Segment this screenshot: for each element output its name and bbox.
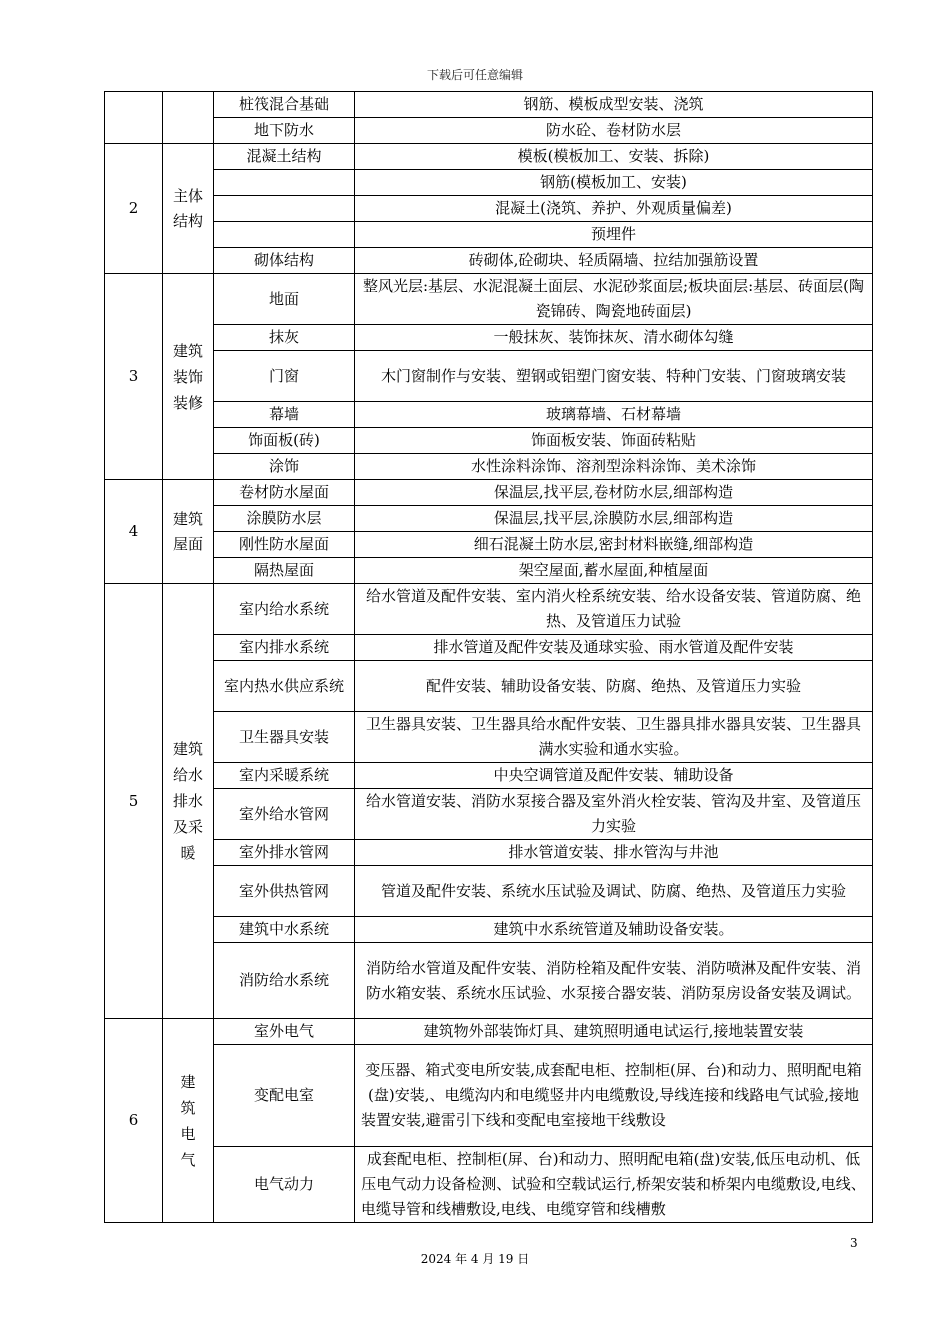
- table-row: [105, 943, 873, 1019]
- table-row: [105, 274, 873, 325]
- table-row: [105, 532, 873, 558]
- sub-item: 隔热屋面: [214, 558, 355, 584]
- sub-item: 室外排水管网: [214, 840, 355, 866]
- detail-cell: 预埋件: [355, 222, 873, 248]
- table-row: [105, 170, 873, 196]
- sub-item: [214, 196, 355, 222]
- table-row: [105, 866, 873, 917]
- section-name: 建筑给水排水及采暖: [163, 584, 214, 1019]
- detail-cell: 排水管道安装、排水管沟与井池: [355, 840, 873, 866]
- table-row: [105, 558, 873, 584]
- sub-item: [214, 170, 355, 196]
- detail-cell: 防水砼、卷材防水层: [355, 118, 873, 144]
- sub-item: 幕墙: [214, 402, 355, 428]
- section-number: 5: [105, 584, 163, 1019]
- construction-items-table: [104, 91, 873, 1223]
- sub-item: 室外供热管网: [214, 866, 355, 917]
- sub-item: 门窗: [214, 351, 355, 402]
- table-row: [105, 92, 873, 118]
- sub-item: 卫生器具安装: [214, 712, 355, 763]
- sub-item: 室内热水供应系统: [214, 661, 355, 712]
- sub-item: 消防给水系统: [214, 943, 355, 1019]
- section-number: 4: [105, 480, 163, 584]
- detail-cell: 细石混凝土防水层,密封材料嵌缝,细部构造: [355, 532, 873, 558]
- section-number: 6: [105, 1019, 163, 1223]
- detail-cell: 木门窗制作与安装、塑钢或铝塑门窗安装、特种门安装、门窗玻璃安装: [355, 351, 873, 402]
- section-name: 主体结构: [163, 144, 214, 274]
- sub-item: 涂饰: [214, 454, 355, 480]
- sub-item: 涂膜防水层: [214, 506, 355, 532]
- table-row: [105, 840, 873, 866]
- sub-item: 混凝土结构: [214, 144, 355, 170]
- section-number: 2: [105, 144, 163, 274]
- detail-cell: 整风光层:基层、水泥混凝土面层、水泥砂浆面层;板块面层:基层、砖面层(陶瓷锦砖、陶瓷地砖面层): [355, 274, 873, 325]
- table-row: [105, 506, 873, 532]
- detail-cell: 模板(模板加工、安装、拆除): [355, 144, 873, 170]
- table-row: [105, 351, 873, 402]
- detail-cell: 给水管道安装、消防水泵接合器及室外消火栓安装、管沟及井室、及管道压力实验: [355, 789, 873, 840]
- table-row: [105, 1045, 873, 1147]
- table-row: [105, 144, 873, 170]
- detail-cell: 中央空调管道及配件安装、辅助设备: [355, 763, 873, 789]
- section-number: [105, 92, 163, 144]
- sub-item: 电气动力: [214, 1147, 355, 1223]
- sub-item: 室内采暖系统: [214, 763, 355, 789]
- sub-item: 室外给水管网: [214, 789, 355, 840]
- section-name: [163, 92, 214, 144]
- detail-cell: 一般抹灰、装饰抹灰、清水砌体勾缝: [355, 325, 873, 351]
- detail-cell: 建筑物外部装饰灯具、建筑照明通电试运行,接地装置安装: [355, 1019, 873, 1045]
- detail-cell: 给水管道及配件安装、室内消火栓系统安装、给水设备安装、管道防腐、绝热、及管道压力试验: [355, 584, 873, 635]
- detail-cell: 保温层,找平层,涂膜防水层,细部构造: [355, 506, 873, 532]
- detail-cell: 砖砌体,砼砌块、轻质隔墙、拉结加强筋设置: [355, 248, 873, 274]
- sub-item: 地下防水: [214, 118, 355, 144]
- section-name: 建筑电气: [163, 1019, 214, 1223]
- detail-cell: 饰面板安装、饰面砖粘贴: [355, 428, 873, 454]
- detail-cell: 水性涂料涂饰、溶剂型涂料涂饰、美术涂饰: [355, 454, 873, 480]
- footer-date: 2024 年 4 月 19 日: [420, 1252, 530, 1266]
- sub-item: 卷材防水屋面: [214, 480, 355, 506]
- table-row: [105, 480, 873, 506]
- sub-item: 地面: [214, 274, 355, 325]
- sub-item: 饰面板(砖): [214, 428, 355, 454]
- sub-item: 刚性防水屋面: [214, 532, 355, 558]
- detail-cell: 玻璃幕墙、石材幕墙: [355, 402, 873, 428]
- detail-cell: 钢筋、模板成型安装、浇筑: [355, 92, 873, 118]
- detail-cell: 管道及配件安装、系统水压试验及调试、防腐、绝热、及管道压力实验: [355, 866, 873, 917]
- detail-cell: 卫生器具安装、卫生器具给水配件安装、卫生器具排水器具安装、卫生器具满水实验和通水实验。: [355, 712, 873, 763]
- page-header: 下载后可任意编辑: [426, 68, 523, 82]
- sub-item: 室内排水系统: [214, 635, 355, 661]
- table-row: [105, 222, 873, 248]
- table-row: [105, 763, 873, 789]
- detail-cell: 混凝土(浇筑、养护、外观质量偏差): [355, 196, 873, 222]
- detail-cell: 钢筋(模板加工、安装): [355, 170, 873, 196]
- table-row: [105, 325, 873, 351]
- sub-item: 桩筏混合基础: [214, 92, 355, 118]
- sub-item: 建筑中水系统: [214, 917, 355, 943]
- table-row: [105, 584, 873, 635]
- detail-cell: 保温层,找平层,卷材防水层,细部构造: [355, 480, 873, 506]
- sub-item: 室内给水系统: [214, 584, 355, 635]
- section-name: 建筑屋面: [163, 480, 214, 584]
- table-row: [105, 1019, 873, 1045]
- table-row: [105, 712, 873, 763]
- table-row: [105, 789, 873, 840]
- section-name: 建筑装饰装修: [163, 274, 214, 480]
- detail-cell: 消防给水管道及配件安装、消防栓箱及配件安装、消防喷淋及配件安装、消防水箱安装、系统水压试验、水泵接合器安装、消防泵房设备安装及调试。: [355, 943, 873, 1019]
- detail-cell: 变压器、箱式变电所安装,成套配电柜、控制柜(屏、台)和动力、照明配电箱(盘)安装,、电缆沟内和电缆竖井内电缆敷设,导线连接和线路电气试验,接地装置安装,避雷引下线和变配电室接地干线敷设: [355, 1045, 873, 1147]
- table-row: [105, 661, 873, 712]
- detail-cell: 配件安装、辅助设备安装、防腐、绝热、及管道压力实验: [355, 661, 873, 712]
- detail-cell: 架空屋面,蓄水屋面,种植屋面: [355, 558, 873, 584]
- page-number: 3: [850, 1236, 858, 1250]
- sub-item: [214, 222, 355, 248]
- table-row: [105, 1147, 873, 1223]
- sub-item: 砌体结构: [214, 248, 355, 274]
- sub-item: 室外电气: [214, 1019, 355, 1045]
- sub-item: 抹灰: [214, 325, 355, 351]
- table-row: [105, 402, 873, 428]
- table-row: [105, 635, 873, 661]
- detail-cell: 建筑中水系统管道及辅助设备安装。: [355, 917, 873, 943]
- table-row: [105, 917, 873, 943]
- table-row: [105, 454, 873, 480]
- sub-item: 变配电室: [214, 1045, 355, 1147]
- detail-cell: 成套配电柜、控制柜(屏、台)和动力、照明配电箱(盘)安装,低压电动机、低压电气动力设备检测、试验和空载试运行,桥架安装和桥架内电缆敷设,电线、电缆导管和线槽敷设,电线、电缆穿管和线槽敷: [355, 1147, 873, 1223]
- table-row: [105, 118, 873, 144]
- table-row: [105, 196, 873, 222]
- table-row: [105, 248, 873, 274]
- section-number: 3: [105, 274, 163, 480]
- table-row: [105, 428, 873, 454]
- detail-cell: 排水管道及配件安装及通球实验、雨水管道及配件安装: [355, 635, 873, 661]
